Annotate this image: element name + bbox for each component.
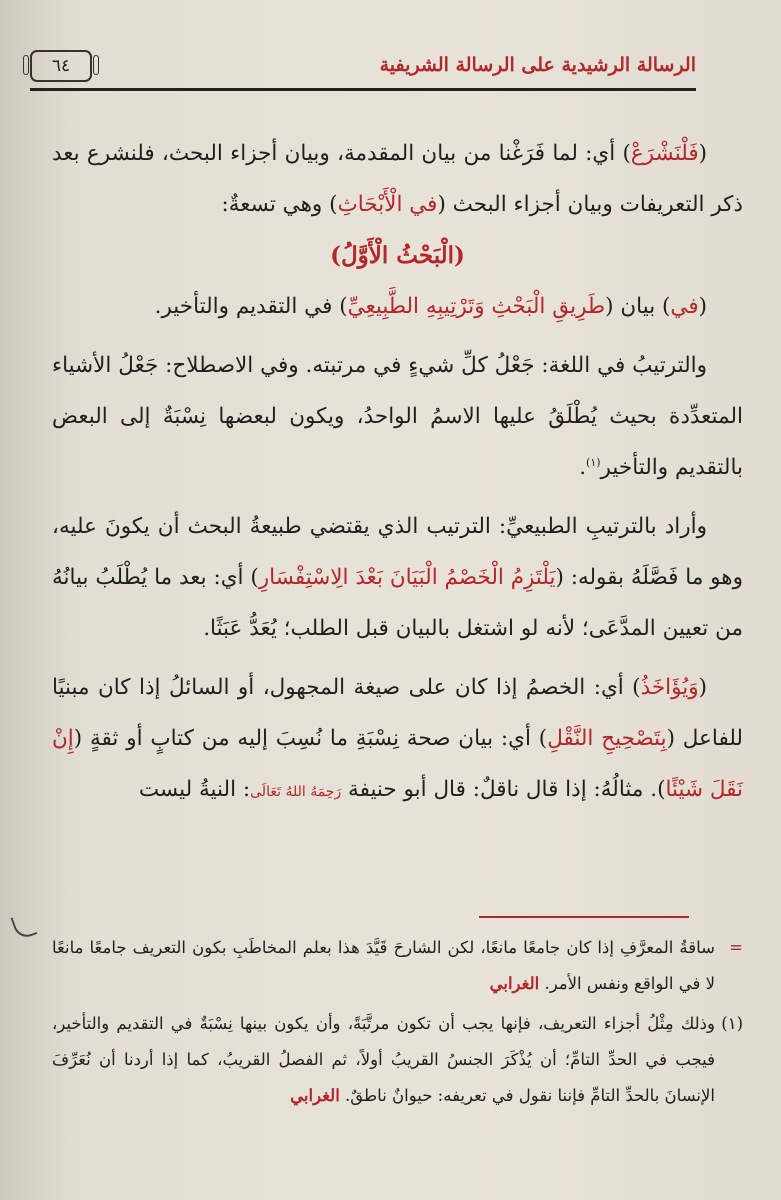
- paragraph-4: [52, 501, 743, 654]
- matn-quote: وَيُؤَاخَذُ: [640, 675, 699, 700]
- text-run: ) أي: بيان صحة نِسْبَةِ ما نُسِبَ إليه من كتابٍ أو ثقةٍ (: [73, 726, 548, 751]
- text-run: ). مثالُهُ: إذا قال ناقلٌ: قال أبو حنيفة: [341, 777, 666, 802]
- text-run: وأراد بالترتيبِ الطبيعيِّ: الترتيب الذي يقتضي طبيعةُ البحث أن يكونَ عليه، وهو ما فَصَّلَهُ بقوله: (: [52, 514, 744, 590]
- paragraph-5: [52, 662, 743, 818]
- matn-quote: يَلْتَزِمُ الْخَصْمُ الْبَيَانَ بَعْدَ الِاسْتِفْسَارِ: [258, 565, 556, 590]
- footnote-separator: [479, 916, 689, 918]
- text-run: ) أي: الخصمُ إذا كان على صيغة المجهول، أو السائلُ إذا كان مبنيًا للفاعل (: [52, 675, 743, 751]
- text-run: ) أي: بعد ما يُطْلَبُ بيانُهُ من تعيين المدَّعَى؛ لأنه لو اشتغل بالبيان قبل الطلب؛ يُعَدُّ عَبَثًا.: [52, 565, 743, 641]
- footnote-1: [52, 1006, 743, 1114]
- main-text: [52, 128, 743, 818]
- text-run: (: [698, 294, 707, 319]
- text-run: ) بيان (: [605, 294, 671, 319]
- page-header: [30, 44, 696, 91]
- footnote-marker: =: [729, 938, 743, 957]
- text-run: .: [579, 455, 587, 480]
- running-title: الرسالة الرشيدية على الرسالة الشريفية: [379, 54, 696, 76]
- matn-quote: طَرِيقِ الْبَحْثِ وَتَرْتِيبِهِ الطَّبِيعِيِّ: [347, 294, 606, 319]
- margin-pencil-mark: [10, 911, 37, 940]
- footnote-marker: (١): [721, 1014, 743, 1033]
- footnote-text: وذلك مِثْلُ أجزاء التعريف، فإنها يجب أن تكون مرتَّبَةً، وأن يكون بينها نِسْبَةٌ في التقديم والتأخير، فيجب في الحدِّ التامِّ؛ أن يُذْكَرَ الجنسُ القريبُ أولاً، ثم الفصلُ القريبُ، كما إذا أردنا أن نُعَرِّفَ الإنسانَ بالحدِّ التامِّ فإننا نقول في تعريفه: حيوانٌ ناطقٌ.: [52, 1014, 715, 1105]
- text-run: (: [698, 141, 707, 166]
- text-run: ) في التقديم والتأخير.: [154, 294, 348, 319]
- paragraph-3: [52, 340, 743, 493]
- text-run: (: [698, 675, 707, 700]
- matn-quote: في: [670, 294, 699, 319]
- text-run: ) وهي تسعةٌ:: [221, 192, 338, 217]
- text-run: والترتيبُ في اللغة: جَعْلُ كلِّ شيءٍ في مرتبته. وفي الاصطلاح: جَعْلُ الأشياء المتعدِّدة بحيث يُطْلَقُ عليها الاسمُ الواحدُ، ويكون لبعضها نِسْبَةٌ إلى البعض بالتقديم والتأخير: [52, 353, 743, 480]
- matn-quote: إِنْ نَقَلَ شَيْئًا: [52, 726, 743, 802]
- footnote-continuation: [52, 930, 743, 1002]
- matn-quote: في الْأَبْحَاثِ: [337, 192, 438, 217]
- paragraph-1: [52, 128, 743, 230]
- footnote-reference[interactable]: (١): [586, 455, 601, 469]
- honorific: رَحِمَهُ اللهُ تَعَالَى: [250, 784, 342, 800]
- footnote-text: ساقةُ المعرَّفِ إذا كان جامعًا مانعًا، لكن الشارحَ قَيَّدَ هذا بعلم المخاطَبِ بكون التعريف جامعًا مانعًا لا في الواقع ونفس الأمر.: [52, 938, 715, 993]
- paragraph-2: [52, 281, 743, 332]
- footnotes: [52, 930, 743, 1114]
- matn-quote: فَلْنَشْرَعْ: [630, 141, 699, 166]
- text-run: : النيةُ ليست: [138, 777, 251, 802]
- page-number-frame: [30, 50, 92, 82]
- footnote-source: الغرابي: [290, 1086, 340, 1105]
- page-number: ٦٤: [51, 56, 71, 76]
- section-heading: (الْبَحْثُ الْأَوَّلُ): [330, 242, 465, 269]
- footnote-source: الغرابي: [489, 974, 540, 993]
- text-run: ) أي: لما فَرَغْنا من بيان المقدمة، وبيان أجزاء البحث، فلنشرع بعد ذكر التعريفات وبيان أجزاء البحث (: [52, 141, 743, 217]
- matn-quote: بِتَصْحِيحِ النَّقْلِ: [547, 726, 667, 751]
